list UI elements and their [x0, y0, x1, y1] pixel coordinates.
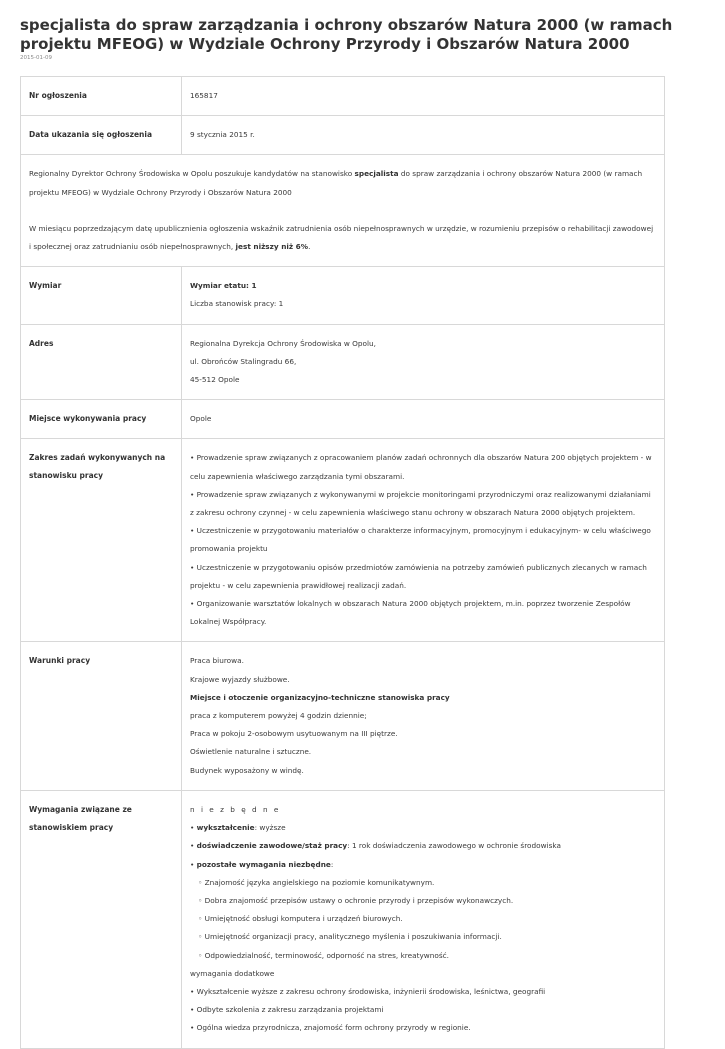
intro-p1-pre: Regionalny Dyrektor Ochrony Środowiska w Opolu poszukuje kandydatów na stanowisko	[29, 169, 355, 179]
page-title: specjalista do spraw zarządzania i ochrony obszarów Natura 2000 (w ramach projektu MFEOG) w Wydziale Ochrony Przyrody i Obszarów Natura 2000	[20, 16, 673, 53]
intro-p1-bold: specjalista	[354, 169, 399, 179]
warunki-heading: Miejsce i otoczenie organizacyjno-techniczne stanowiska pracy	[190, 692, 450, 702]
row-wymiar	[21, 266, 664, 323]
wymaganie-sub-item: ◦ Odpowiedzialność, terminowość, odporność na stres, kreatywność.	[198, 950, 449, 960]
wyksztalcenie-value: : wyższe	[254, 823, 286, 833]
wymiar-value	[182, 267, 664, 323]
intro-p1-post: do spraw zarządzania i ochrony obszarów Natura 2000 (w ramach projektu MFEOG) w Wydziale Ochrony Przyrody i Obszarów Natura 2000	[29, 169, 643, 197]
warunki-label: Warunki pracy	[21, 642, 182, 789]
doswiadczenie-value: : 1 rok doświadczenia zawodowego w ochronie środowiska	[347, 841, 561, 851]
intro-paragraph-1	[29, 165, 656, 201]
zakres-label: Zakres zadań wykonywanych na stanowisku pracy	[21, 439, 182, 641]
dodatkowe-item: • Odbyte szkolenia z zakresu zarządzania projektami	[190, 1005, 384, 1015]
warunki-line: Oświetlenie naturalne i sztuczne.	[190, 747, 312, 757]
niezbedne-heading: n i e z b ę d n e	[190, 804, 281, 814]
adres-line-3: 45-512 Opole	[190, 375, 240, 385]
row-warunki	[21, 641, 664, 789]
dodatkowe-item: • Wykształcenie wyższe z zakresu ochrony środowiska, inżynierii środowiska, leśnictwa, geografii	[190, 986, 546, 996]
zakres-value	[182, 439, 664, 641]
nr-label: Nr ogłoszenia	[21, 77, 182, 115]
pozostale-colon: :	[330, 859, 334, 869]
data-ukazania-value: 9 stycznia 2015 r.	[190, 130, 255, 140]
wymiar-etatu: Wymiar etatu: 1	[190, 281, 257, 291]
miejsce-value: Opole	[190, 414, 212, 424]
wyksztalcenie-label: wykształcenie	[196, 823, 255, 833]
warunki-value	[182, 642, 664, 789]
wymaganie-sub-item: ◦ Znajomość języka angielskiego na poziomie komunikatywnym.	[198, 877, 435, 887]
intro-text	[21, 155, 664, 266]
miejsce-label: Miejsce wykonywania pracy	[21, 400, 182, 438]
row-data-ukazania	[21, 115, 664, 154]
row-wymagania	[21, 790, 664, 1048]
zakres-item: • Uczestniczenie w przygotowaniu materiałów o charakterze informacyjnym, promocyjnym i edukacyjnym- w celu właściwego promowania projektu	[190, 526, 651, 554]
row-adres	[21, 324, 664, 400]
intro-p2-pre: W miesiącu poprzedzającym datę upublicznienia ogłoszenia wskaźnik zatrudnienia osób niepełnosprawnych w urzędzie, w rozumieniu przepisów o rehabilitacji zawodowej i społecznej oraz zatrudnianiu osób niepełnosprawnych,	[29, 223, 654, 252]
data-ukazania-label: Data ukazania się ogłoszenia	[21, 116, 182, 154]
liczba-stanowisk: Liczba stanowisk pracy: 1	[190, 299, 284, 309]
warunki-line: Praca biurowa.	[190, 656, 244, 666]
row-zakres	[21, 438, 664, 641]
zakres-item: • Prowadzenie spraw związanych z opracowaniem planów zadań ochronnych dla obszarów Natura 200 objętych projektem - w celu zapewnienia właściwego zarządzania tymi obszarami.	[190, 453, 652, 481]
adres-label: Adres	[21, 325, 182, 400]
intro-paragraph-2	[29, 220, 656, 256]
warunki-line: praca z komputerem powyżej 4 godzin dziennie;	[190, 711, 367, 721]
details-table	[20, 76, 665, 1049]
doswiadczenie-label: doświadczenie zawodowe/staż pracy	[196, 841, 348, 851]
adres-value	[182, 325, 664, 400]
wymagania-label: Wymagania związane ze stanowiskiem pracy	[21, 791, 182, 1048]
adres-line-2: ul. Obrońców Stalingradu 66,	[190, 356, 297, 366]
zakres-item: • Organizowanie warsztatów lokalnych w obszarach Natura 2000 objętych projektem, m.in. poprzez tworzenie Zespołów Lokalnej Współpracy.	[190, 599, 631, 627]
warunki-line: Budynek wyposażony w windę.	[190, 765, 304, 775]
row-miejsce	[21, 399, 664, 438]
dodatkowe-heading: wymagania dodatkowe	[190, 968, 275, 978]
dodatkowe-item: • Ogólna wiedza przyrodnicza, znajomość form ochrony przyrody w regionie.	[190, 1023, 471, 1033]
warunki-line: Krajowe wyjazdy służbowe.	[190, 674, 290, 684]
wymaganie-sub-item: ◦ Umiejętność organizacji pracy, analitycznego myślenia i poszukiwania informacji.	[198, 932, 502, 942]
row-nr	[21, 77, 664, 115]
pozostale-label: pozostałe wymagania niezbędne	[196, 859, 331, 869]
zakres-item: • Uczestniczenie w przygotowaniu opisów przedmiotów zamówienia na potrzeby zamówień publicznych zlecanych w ramach projektu - w celu zapewnienia prawidłowej realizacji zadań.	[190, 562, 647, 590]
row-intro	[21, 154, 664, 266]
wymagania-value	[182, 791, 664, 1048]
doswiadczenie-item: • doświadczenie zawodowe/staż pracy: 1 rok doświadczenia zawodowego w ochronie środowiska	[190, 841, 561, 851]
intro-p2-post: .	[308, 242, 311, 252]
wyksztalcenie-item: • wykształcenie: wyższe	[190, 823, 286, 833]
publication-date: 2015-01-09	[20, 55, 52, 61]
nr-value: 165817	[190, 91, 218, 100]
warunki-line: Praca w pokoju 2-osobowym usytuowanym na III piętrze.	[190, 729, 398, 739]
intro-p2-bold: jest niższy niż 6%	[235, 242, 309, 252]
pozostale-item: • pozostałe wymagania niezbędne:	[190, 859, 334, 869]
wymaganie-sub-item: ◦ Dobra znajomość przepisów ustawy o ochronie przyrody i przepisów wykonawczych.	[198, 895, 514, 905]
adres-line-1: Regionalna Dyrekcja Ochrony Środowiska w Opolu,	[190, 338, 376, 348]
zakres-item: • Prowadzenie spraw związanych z wykonywanymi w projekcie monitoringami przyrodniczymi oraz realizowanymi działaniami z zakresu ochrony czynnej - w celu zapewnienia właściwego stanu ochrony w obszarach Natura 2000 objętych projektem.	[190, 489, 651, 518]
wymaganie-sub-item: ◦ Umiejętność obsługi komputera i urządzeń biurowych.	[198, 914, 403, 924]
wymiar-label: Wymiar	[21, 267, 182, 323]
